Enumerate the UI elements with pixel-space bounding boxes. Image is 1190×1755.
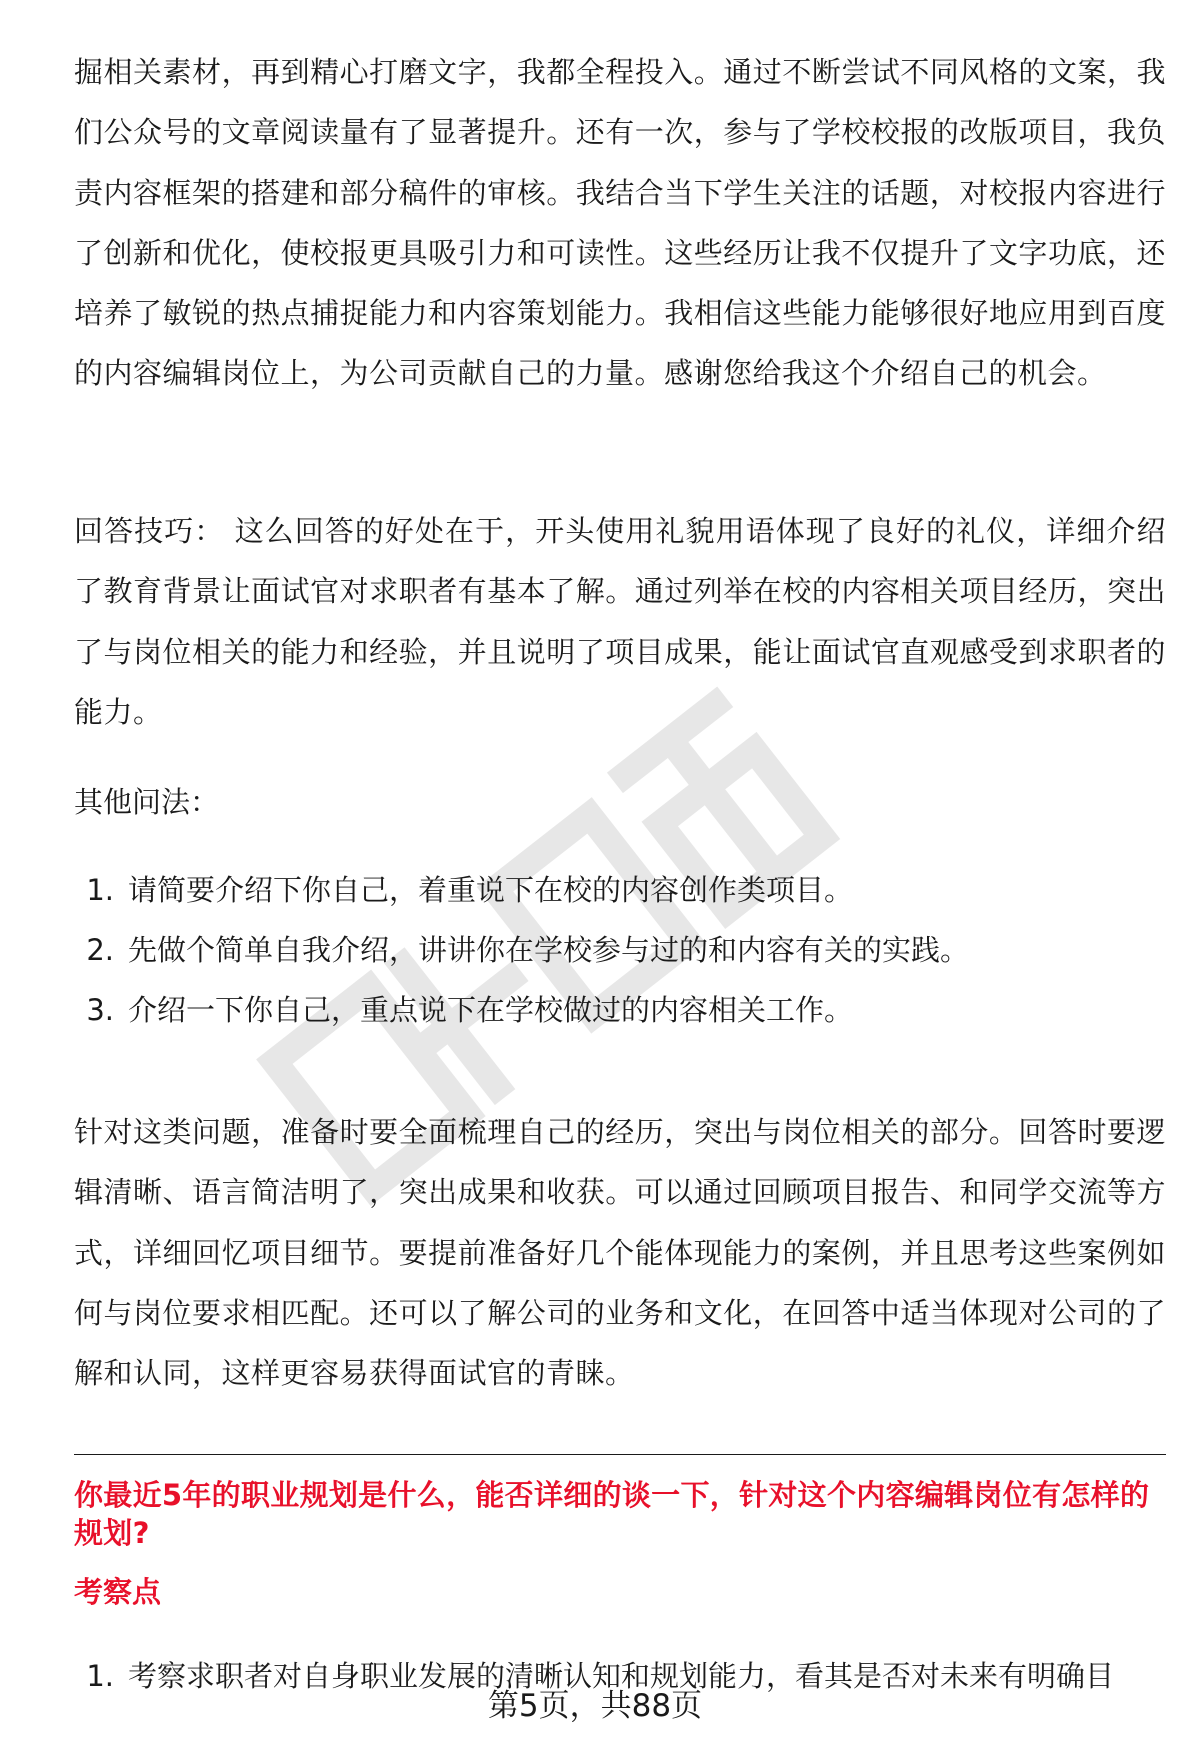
list-item-text: 介绍一下你自己，重点说下在学校做过的内容相关工作。 <box>128 993 854 1027</box>
list-item <box>74 860 1166 920</box>
list-item-text: 先做个简单自我介绍，讲讲你在学校参与过的和内容有关的实践。 <box>128 933 970 967</box>
body-paragraph-experience: 掘相关素材，再到精心打磨文字，我都全程投入。通过不断尝试不同风格的文案，我们公众号的文章阅读量有了显著提升。还有一次，参与了学校校报的改版项目，我负责内容框架的搭建和部分稿件的审核。我结合当下学生关注的话题，对校报内容进行了创新和优化，使校报更具吸引力和可读性。这些经历让我不仅提升了文字功底，还培养了敏锐的热点捕捉能力和内容策划能力。我相信这些能力能够很好地应用到百度的内容编辑岗位上，为公司贡献自己的力量。感谢您给我这个介绍自己的机会。 <box>74 55 1166 391</box>
other-ways-label: 其他问法： <box>74 785 220 819</box>
examination-points-heading: 考察点 <box>74 1575 162 1609</box>
list-item <box>74 920 1166 980</box>
other-ways-list <box>74 860 1166 1040</box>
section-divider <box>74 1454 1166 1455</box>
advice-paragraph: 针对这类问题，准备时要全面梳理自己的经历，突出与岗位相关的部分。回答时要逻辑清晰、语言简洁明了，突出成果和收获。可以通过回顾项目报告、和同学交流等方式，详细回忆项目细节。要提前准备好几个能体现能力的案例，并且思考这些案例如何与岗位要求相匹配。还可以了解公司的业务和文化，在回答中适当体现对公司的了解和认同，这样更容易获得面试官的青睐。 <box>74 1115 1166 1391</box>
list-item-number: 3. <box>86 993 114 1027</box>
list-item-text: 考察求职者对自身职业发展的清晰认知和规划能力，看其是否对未来有明确目 <box>128 1659 1115 1693</box>
list-item-number: 1. <box>86 1659 114 1693</box>
next-question-title: 你最近5年的职业规划是什么，能否详细的谈一下，针对这个内容编辑岗位有怎样的规划? <box>74 1478 1150 1550</box>
list-item-text: 请简要介绍下你自己，着重说下在校的内容创作类项目。 <box>128 873 854 907</box>
page-indicator: 第5页，共88页 <box>487 1688 703 1724</box>
list-item <box>74 980 1166 1040</box>
answer-tips-paragraph: 回答技巧： 这么回答的好处在于，开头使用礼貌用语体现了良好的礼仪，详细介绍了教育背景让面试官对求职者有基本了解。通过列举在校的内容相关项目经历，突出了与岗位相关的能力和经验，并且说明了项目成果，能让面试官直观感受到求职者的能力。 <box>74 514 1166 729</box>
list-item-number: 2. <box>86 933 114 967</box>
list-item-number: 1. <box>86 873 114 907</box>
